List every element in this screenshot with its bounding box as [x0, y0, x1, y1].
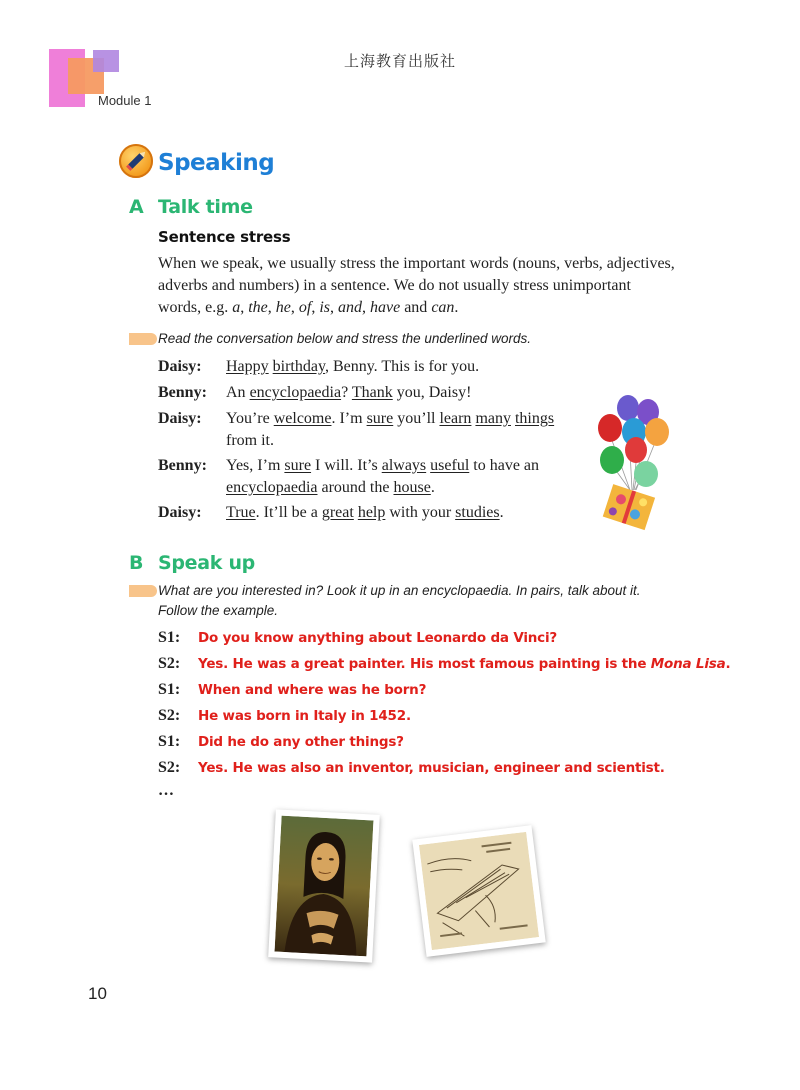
instruction-tab-icon	[129, 333, 157, 345]
speaker-name: Daisy:	[158, 358, 202, 375]
speaker-label: S1:	[158, 681, 181, 698]
text-fragment: ,	[362, 299, 370, 316]
speaker-name: Benny:	[158, 457, 207, 474]
text-fragment: ,	[311, 299, 320, 316]
pencil-icon	[119, 144, 153, 178]
stressed-word: studies	[455, 504, 500, 521]
example-text	[198, 630, 758, 646]
text-fragment: .	[430, 479, 435, 496]
text-fragment: Do you know anything about Leonardo da Vinci?	[198, 630, 558, 646]
text-fragment: ,	[267, 299, 276, 316]
stressed-word: house	[393, 479, 431, 496]
text-fragment: .	[454, 299, 459, 316]
stressed-word: True	[226, 504, 256, 521]
text-fragment: ,	[240, 299, 249, 316]
text-fragment: Yes. He was a great painter. His most famous painting is the	[198, 656, 651, 672]
italic-word: have	[370, 299, 401, 316]
stressed-word: many	[475, 410, 511, 427]
section-b-letter: B	[129, 552, 144, 574]
text-fragment: You’re	[226, 410, 274, 427]
dialogue-text	[226, 382, 586, 404]
speaker-name: Daisy:	[158, 504, 202, 521]
text-fragment: and	[400, 299, 432, 316]
text-fragment: to have an	[469, 457, 540, 474]
stressed-word: sure	[284, 457, 312, 474]
text-fragment: Yes. He was also an inventor, musician, engineer and scientist.	[198, 760, 665, 776]
stressed-word: learn	[439, 410, 472, 427]
text-fragment: around the	[317, 479, 394, 496]
text-fragment: When and where was he born?	[198, 682, 427, 698]
stressed-word: useful	[430, 457, 470, 474]
text-fragment: When we speak, we usually stress the important words (nouns, verbs, adjectives, adverbs and numbers) in a sentence. We do not usually stress unimportant words, e.g.	[158, 255, 675, 316]
stressed-word: great	[321, 504, 354, 521]
text-fragment: ,	[330, 299, 338, 316]
italic-word: he	[275, 299, 291, 316]
speaker-label: S2:	[158, 655, 181, 672]
italic-word: of	[298, 299, 312, 316]
da-vinci-sketch-photo	[412, 825, 545, 957]
example-text	[198, 734, 758, 750]
speaker-label: S2:	[158, 707, 181, 724]
italic-word: is	[319, 299, 330, 316]
module-label: Module 1	[98, 93, 152, 108]
italic-word: a	[232, 299, 241, 316]
stressed-word: things	[514, 410, 555, 427]
example-text	[198, 760, 758, 776]
italic-word: Mona Lisa	[650, 656, 726, 672]
stressed-word: encyclopaedia	[249, 384, 342, 401]
text-fragment: I will. It’s	[311, 457, 382, 474]
balloons-gift-illustration	[590, 390, 680, 535]
text-fragment: . It’ll be a	[255, 504, 322, 521]
text-fragment: you’ll	[393, 410, 440, 427]
sentence-stress-paragraph	[158, 253, 678, 319]
text-fragment: An	[226, 384, 250, 401]
section-a-title: Talk time	[158, 196, 253, 218]
dialogue-text	[226, 408, 586, 452]
example-text	[198, 682, 758, 698]
speaker-label: S1:	[158, 629, 181, 646]
section-a-letter: A	[129, 196, 144, 218]
stressed-word: Happy	[226, 358, 269, 375]
instruction-a: Read the conversation below and stress the underlined words.	[158, 331, 531, 346]
stressed-word: help	[357, 504, 386, 521]
speaker-label: S1:	[158, 733, 181, 750]
stressed-word: always	[381, 457, 427, 474]
text-fragment: ,	[290, 299, 299, 316]
stressed-word: encyclopaedia	[226, 479, 318, 496]
dialogue-text	[226, 455, 586, 499]
instruction-tab-icon	[129, 585, 157, 597]
dialogue-text	[226, 356, 586, 378]
section-b-title: Speak up	[158, 552, 255, 574]
text-fragment: Did he do any other things?	[198, 734, 404, 750]
stressed-word: sure	[366, 410, 394, 427]
stressed-word: birthday	[272, 358, 325, 375]
page-number: 10	[88, 984, 107, 1003]
text-fragment: .	[499, 504, 504, 521]
speaker-name: Daisy:	[158, 410, 202, 427]
speaker-name: Benny:	[158, 384, 207, 401]
italic-word: can	[431, 299, 455, 316]
instruction-b-line2: Follow the example.	[158, 603, 279, 618]
mona-lisa-photo	[268, 809, 380, 962]
dialogue-text	[226, 502, 586, 524]
text-fragment: you, Daisy!	[392, 384, 472, 401]
text-fragment: He was born in Italy in 1452.	[198, 708, 411, 724]
instruction-b-line1: What are you interested in? Look it up in an encyclopaedia. In pairs, talk about it.	[158, 583, 641, 598]
italic-word: the	[248, 299, 268, 316]
publisher-name: 上海教育出版社	[343, 52, 456, 70]
speaker-label: S2:	[158, 759, 181, 776]
text-fragment: , Benny. This is for you.	[324, 358, 480, 375]
ellipsis: …	[158, 782, 174, 799]
subheading-sentence-stress: Sentence stress	[158, 228, 291, 246]
example-text	[198, 656, 758, 672]
example-text	[198, 708, 758, 724]
text-fragment: Yes, I’m	[226, 457, 285, 474]
stressed-word: welcome	[273, 410, 332, 427]
text-fragment: .	[725, 656, 731, 672]
section-title-speaking: Speaking	[158, 150, 275, 176]
text-fragment: . I’m	[331, 410, 367, 427]
stressed-word: Thank	[351, 384, 393, 401]
text-fragment: ?	[341, 384, 352, 401]
italic-word: and	[338, 299, 362, 316]
text-fragment: from it.	[226, 432, 274, 449]
text-fragment: with your	[385, 504, 456, 521]
